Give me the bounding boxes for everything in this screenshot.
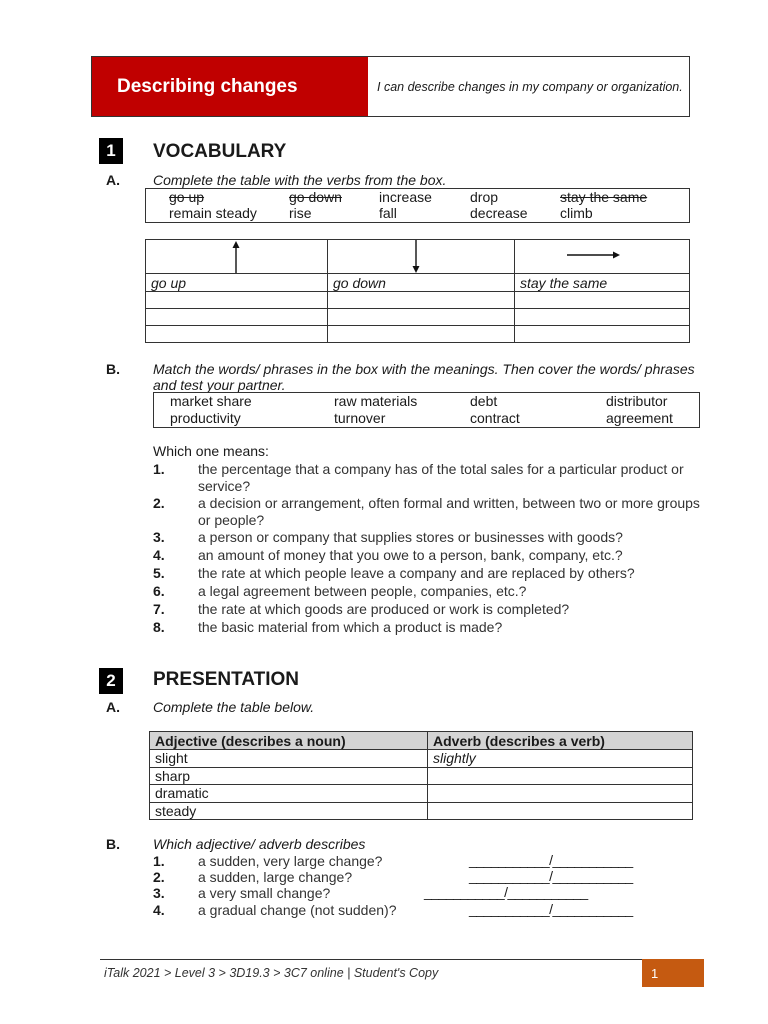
- question-line: or people?: [198, 512, 265, 528]
- question-text: a very small change?: [198, 885, 331, 901]
- word-contract: contract: [470, 410, 520, 426]
- question-number: 5.: [153, 565, 165, 581]
- word-fall: fall: [379, 205, 397, 221]
- arrow-right-icon: [565, 240, 625, 274]
- question-text: an amount of money that you owe to a person, bank, company, etc.?: [198, 547, 623, 563]
- word-debt: debt: [470, 393, 498, 409]
- word-drop: drop: [470, 189, 499, 205]
- adjective-adverb-table: [149, 731, 693, 820]
- question-number: 4.: [153, 547, 165, 563]
- exercise-1b-letter: B.: [106, 361, 120, 377]
- adverb-cell[interactable]: [428, 802, 693, 820]
- adjective-cell: steady: [150, 802, 428, 820]
- exercise-2b-instruction: Which adjective/ adverb describes: [153, 836, 366, 852]
- word-distributor: distributor: [606, 393, 668, 409]
- down-arrow-cell: [328, 240, 515, 274]
- word-increase: increase: [379, 189, 432, 205]
- word-rise: rise: [289, 205, 312, 221]
- verb-word-box: [145, 188, 690, 223]
- adverb-cell[interactable]: [428, 785, 693, 803]
- adverb-cell: slightly: [428, 750, 693, 768]
- question-text: a legal agreement between people, companies, etc.?: [198, 583, 527, 599]
- adverb-cell[interactable]: [428, 767, 693, 785]
- instruction-line: Match the words/ phrases in the box with the meanings. Then cover the words/ phrases: [153, 361, 695, 377]
- column-go-up: go up: [146, 274, 328, 292]
- adjective-cell: dramatic: [150, 785, 428, 803]
- question-number: 2.: [153, 495, 165, 511]
- word-remain-steady: remain steady: [169, 205, 257, 221]
- question-text: [198, 495, 700, 529]
- answer-cell[interactable]: [515, 292, 690, 309]
- learning-goal: I can describe changes in my company or organization.: [377, 79, 683, 94]
- question-text: a sudden, large change?: [198, 869, 353, 885]
- answer-blank[interactable]: ___________/___________: [469, 868, 633, 884]
- word-decrease: decrease: [470, 205, 528, 221]
- footer-text: iTalk 2021 > Level 3 > 3D19.3 > 3C7 online | Student's Copy: [104, 966, 439, 980]
- question-line: the percentage that a company has of the total sales for a particular product or: [198, 461, 684, 477]
- question-number: 3.: [153, 529, 165, 545]
- word-stay-the-same: stay the same: [560, 189, 648, 205]
- footer-divider: [100, 959, 704, 960]
- flat-arrow-cell: [515, 240, 690, 274]
- answer-cell[interactable]: [146, 326, 328, 343]
- question-text: the basic material from which a product is made?: [198, 619, 503, 635]
- worksheet-header: [91, 56, 690, 117]
- answer-cell[interactable]: [515, 309, 690, 326]
- column-go-down: go down: [328, 274, 515, 292]
- answer-blank[interactable]: ___________/___________: [424, 884, 588, 900]
- adjective-cell: slight: [150, 750, 428, 768]
- word-go-up: go up: [169, 189, 205, 205]
- question-number: 2.: [153, 869, 165, 885]
- section-2-number: 2: [99, 668, 123, 694]
- question-number: 4.: [153, 902, 165, 918]
- column-adverb: Adverb (describes a verb): [428, 732, 693, 750]
- answer-cell[interactable]: [515, 326, 690, 343]
- question-text: the rate at which goods are produced or work is completed?: [198, 601, 570, 617]
- exercise-1a-instruction: Complete the table with the verbs from the box.: [153, 172, 447, 188]
- word-turnover: turnover: [334, 410, 386, 426]
- question-number: 8.: [153, 619, 165, 635]
- arrow-up-icon: [226, 240, 246, 274]
- business-word-box: [153, 392, 700, 428]
- question-text: [198, 461, 684, 495]
- column-stay-the-same: stay the same: [515, 274, 690, 292]
- page-number: 1: [642, 959, 704, 987]
- word-productivity: productivity: [170, 410, 241, 426]
- instruction-line: and test your partner.: [153, 377, 286, 393]
- answer-cell[interactable]: [328, 292, 515, 309]
- question-text: a gradual change (not sudden)?: [198, 902, 397, 918]
- answer-blank[interactable]: ___________/___________: [469, 901, 633, 917]
- word-climb: climb: [560, 205, 593, 221]
- question-text: the rate at which people leave a company and are replaced by others?: [198, 565, 635, 581]
- exercise-1b-instruction: [153, 361, 695, 393]
- question-line: a decision or arrangement, often formal and written, between two or more groups: [198, 495, 700, 511]
- exercise-2a-instruction: Complete the table below.: [153, 699, 315, 715]
- answer-cell[interactable]: [328, 309, 515, 326]
- answer-blank[interactable]: ___________/___________: [469, 852, 633, 868]
- question-number: 1.: [153, 461, 165, 477]
- which-one-means-prompt: Which one means:: [153, 443, 269, 459]
- up-arrow-cell: [146, 240, 328, 274]
- answer-cell[interactable]: [328, 326, 515, 343]
- question-number: 1.: [153, 853, 165, 869]
- question-text: a sudden, very large change?: [198, 853, 383, 869]
- answer-cell[interactable]: [146, 309, 328, 326]
- word-raw-materials: raw materials: [334, 393, 418, 409]
- word-market-share: market share: [170, 393, 252, 409]
- word-go-down: go down: [289, 189, 342, 205]
- column-adjective: Adjective (describes a noun): [150, 732, 428, 750]
- question-line: service?: [198, 478, 251, 494]
- verb-classification-table: [145, 239, 690, 343]
- arrow-down-icon: [406, 240, 426, 274]
- exercise-2b-letter: B.: [106, 836, 120, 852]
- adjective-cell: sharp: [150, 767, 428, 785]
- question-text: a person or company that supplies stores or businesses with goods?: [198, 529, 623, 545]
- answer-cell[interactable]: [146, 292, 328, 309]
- question-number: 6.: [153, 583, 165, 599]
- word-agreement: agreement: [606, 410, 673, 426]
- exercise-1a-letter: A.: [106, 172, 120, 188]
- exercise-2a-letter: A.: [106, 699, 120, 715]
- section-1-number: 1: [99, 138, 123, 164]
- section-2-title: PRESENTATION: [153, 669, 300, 690]
- page-title: Describing changes: [92, 57, 368, 116]
- section-1-title: VOCABULARY: [153, 141, 287, 162]
- question-number: 7.: [153, 601, 165, 617]
- question-number: 3.: [153, 885, 165, 901]
